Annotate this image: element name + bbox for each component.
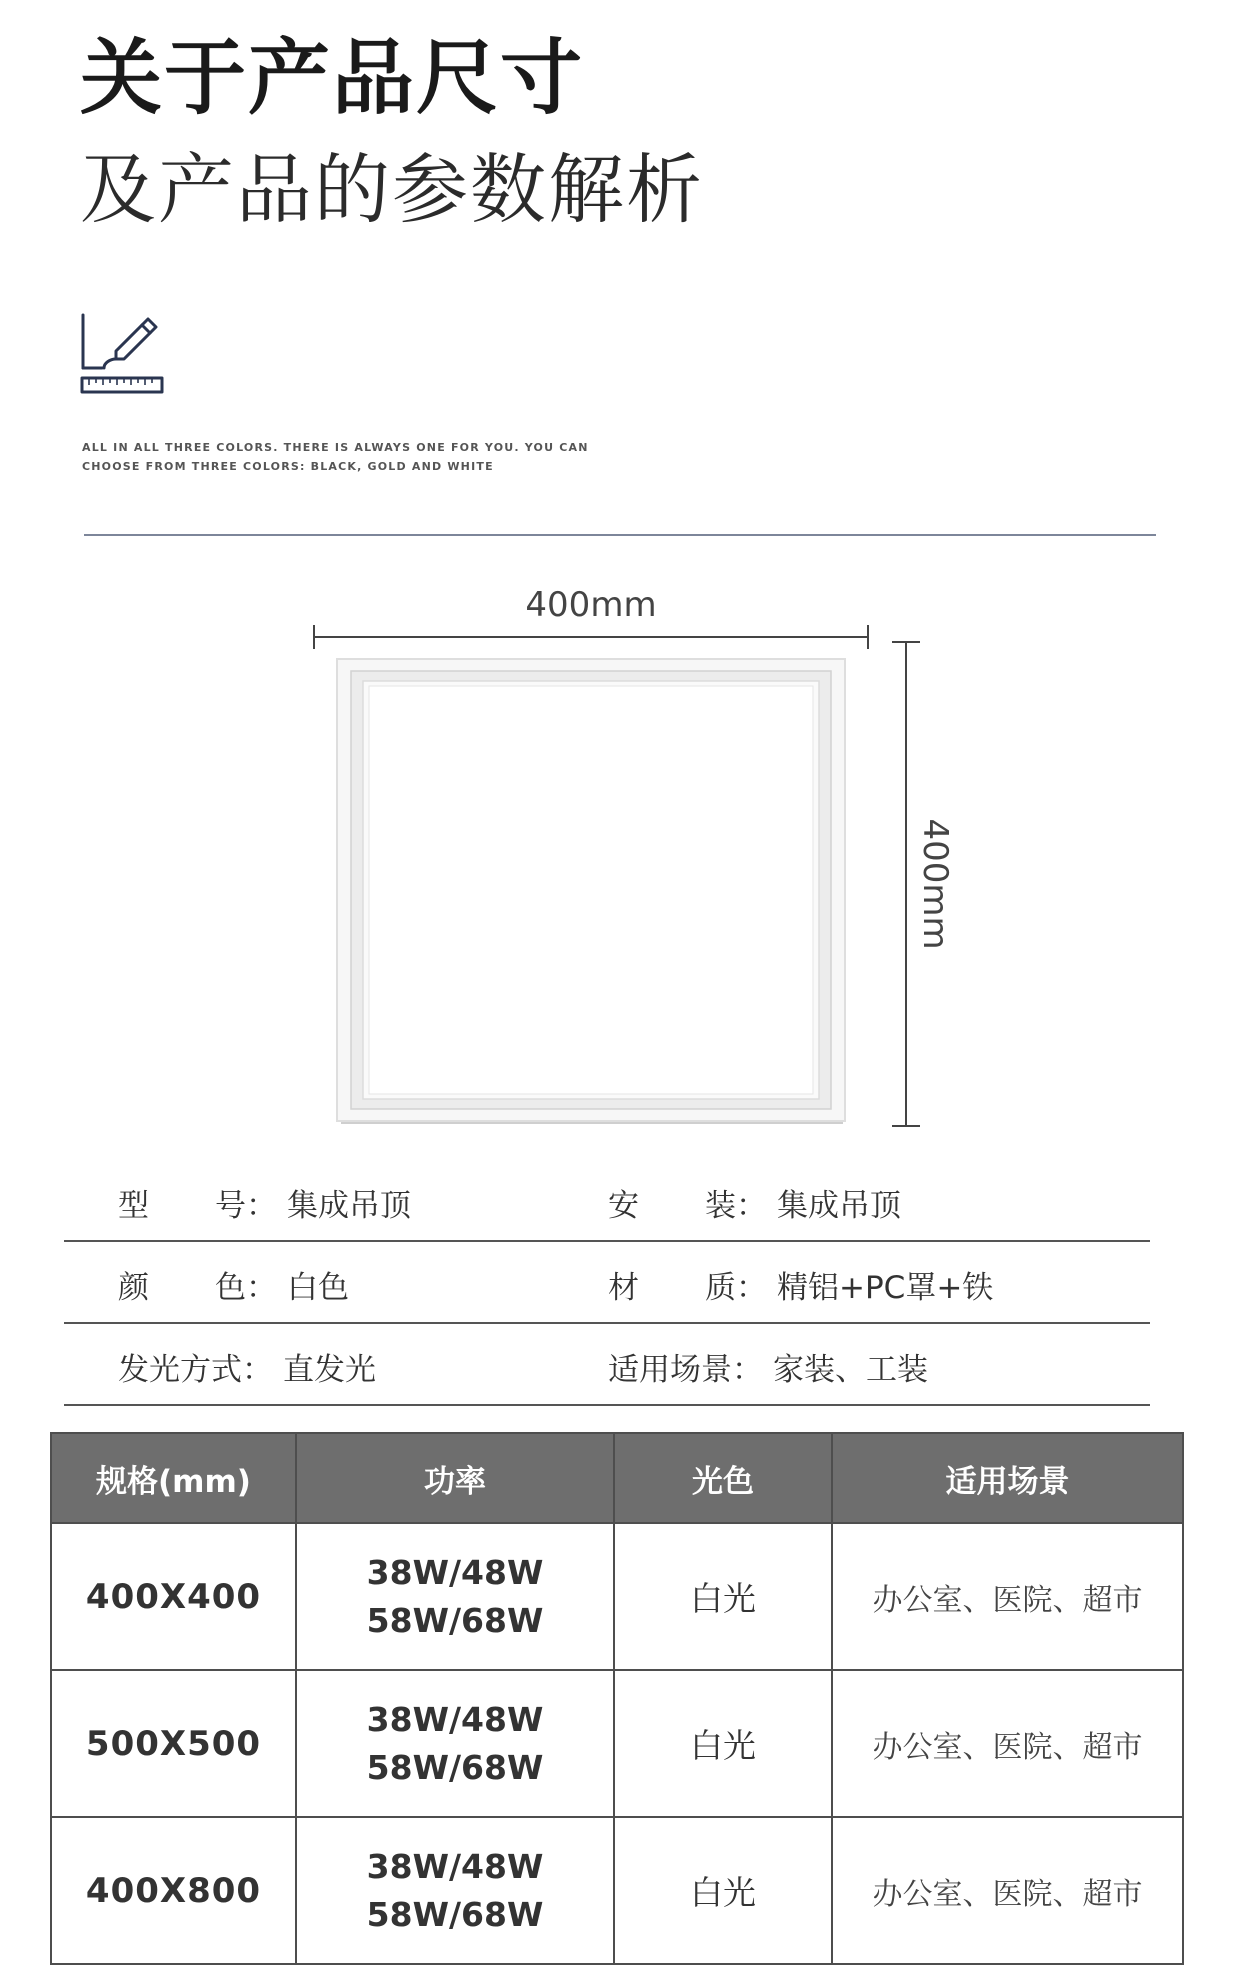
cell-size: 400X400 bbox=[51, 1523, 296, 1670]
page-subtitle: 及产品的参数解析 bbox=[80, 145, 704, 234]
cell-scene: 办公室、医院、超市 bbox=[832, 1817, 1183, 1964]
panel-dimension-diagram bbox=[0, 580, 1240, 1140]
header-light-color: 光色 bbox=[614, 1433, 832, 1523]
led-panel bbox=[337, 659, 845, 1123]
cell-scene: 办公室、医院、超市 bbox=[832, 1523, 1183, 1670]
table-row bbox=[51, 1817, 1183, 1964]
width-label: 400mm bbox=[525, 585, 657, 625]
spec-row bbox=[64, 1160, 1150, 1242]
spec-scene-key: 适用场景 bbox=[608, 1352, 732, 1388]
spec-scene: 适用场景： 家装、工装 bbox=[608, 1344, 928, 1389]
cell-power: 38W/48W 58W/68W bbox=[296, 1670, 614, 1817]
ruler-pencil-icon bbox=[80, 312, 164, 396]
table-row bbox=[51, 1670, 1183, 1817]
table-header-row bbox=[51, 1433, 1183, 1523]
cell-power: 38W/48W 58W/68W bbox=[296, 1817, 614, 1964]
header-power: 功率 bbox=[296, 1433, 614, 1523]
cell-scene: 办公室、医院、超市 bbox=[832, 1670, 1183, 1817]
cell-size: 500X500 bbox=[51, 1670, 296, 1817]
caption-line-2: CHOOSE FROM THREE COLORS: BLACK, GOLD AND WHITE bbox=[82, 460, 494, 473]
header-size: 规格(mm) bbox=[51, 1433, 296, 1523]
spec-install: 安 装 ： 集成吊顶 bbox=[608, 1180, 901, 1225]
spec-material-value: 精铝+PC罩+铁 bbox=[777, 1270, 994, 1306]
caption-text bbox=[82, 438, 589, 476]
spec-color: 颜 色 ： 白色 bbox=[118, 1262, 349, 1307]
spec-material: 材 质 ： 精铝+PC罩+铁 bbox=[608, 1262, 993, 1307]
spec-material-key: 材 质 bbox=[608, 1270, 736, 1306]
spec-model-key: 型 号 bbox=[118, 1188, 246, 1224]
cell-light-color: 白光 bbox=[614, 1523, 832, 1670]
height-label: 400mm bbox=[915, 818, 955, 950]
table-row bbox=[51, 1523, 1183, 1670]
spec-emit-key: 发光方式 bbox=[118, 1352, 242, 1388]
section-divider bbox=[84, 534, 1156, 536]
spec-color-key: 颜 色 bbox=[118, 1270, 246, 1306]
cell-size: 400X800 bbox=[51, 1817, 296, 1964]
spec-model-value: 集成吊顶 bbox=[287, 1188, 411, 1224]
product-parameter-table bbox=[50, 1432, 1184, 1965]
spec-color-value: 白色 bbox=[287, 1270, 349, 1306]
cell-light-color: 白光 bbox=[614, 1670, 832, 1817]
spec-emit: 发光方式： 直发光 bbox=[118, 1344, 376, 1389]
spec-install-value: 集成吊顶 bbox=[777, 1188, 901, 1224]
caption-line-1: ALL IN ALL THREE COLORS. THERE IS ALWAYS ONE FOR YOU. YOU CAN bbox=[82, 441, 589, 454]
spec-scene-value: 家装、工装 bbox=[773, 1352, 928, 1388]
spec-model: 型 号 ： 集成吊顶 bbox=[118, 1180, 411, 1225]
spec-row bbox=[64, 1242, 1150, 1324]
cell-power: 38W/48W 58W/68W bbox=[296, 1523, 614, 1670]
spec-row bbox=[64, 1324, 1150, 1406]
spec-install-key: 安 装 bbox=[608, 1188, 736, 1224]
cell-light-color: 白光 bbox=[614, 1817, 832, 1964]
spec-emit-value: 直发光 bbox=[283, 1352, 376, 1388]
spec-list bbox=[64, 1160, 1150, 1406]
page-title: 关于产品尺寸 bbox=[80, 31, 585, 126]
header-scene: 适用场景 bbox=[832, 1433, 1183, 1523]
